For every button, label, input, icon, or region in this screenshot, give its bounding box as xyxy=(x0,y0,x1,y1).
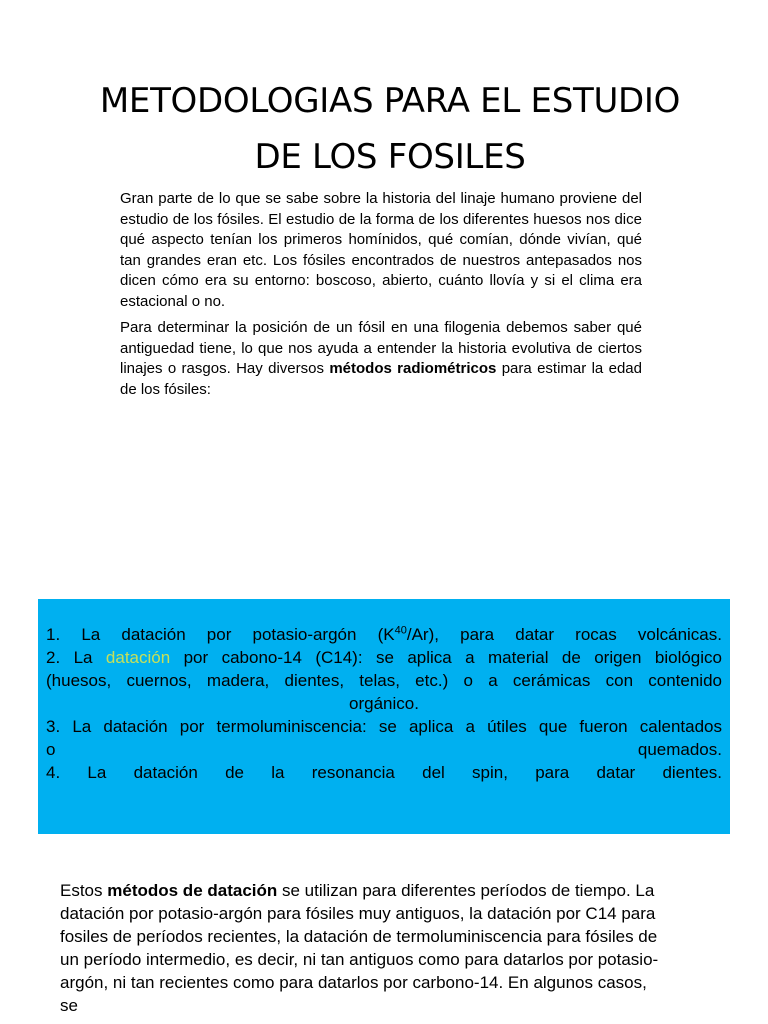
intro-p2-end: para estimar la edad de los fósiles: xyxy=(120,360,642,398)
title-line-2: DE LOS FOSILES xyxy=(254,136,526,177)
page-title xyxy=(40,73,740,185)
method-3-end: quemados. xyxy=(637,740,722,759)
method-3: 3. La datación por termoluminiscencia: se aplica a útiles que fueron calentados xyxy=(46,717,722,736)
intro-p2-bold: métodos radiométricos xyxy=(329,360,497,377)
conclusion-text xyxy=(60,879,660,1017)
method-1-text-end: /Ar), para datar rocas volcánicas. xyxy=(406,625,722,644)
intro-paragraph-1: Gran parte de lo que se sabe sobre la historia del linaje humano proviene del estudio de los fósiles. El estudio de la forma de los diferentes huesos nos dice qué aspecto tenían los primeros homínidos, qué comían, dónde vivían, qué tan grandes eran etc. Los fósiles encontrados de nuestros antepasados nos dicen cómo era su entorno: boscoso, abierto, cuánto llovía y si el clima era estacional o no. xyxy=(120,190,642,310)
intro-text xyxy=(120,189,642,406)
method-1-superscript: 40 xyxy=(394,624,407,637)
method-2-text-end: por cabono-14 (C14): se aplica a material de origen biológico xyxy=(170,648,722,667)
intro-paragraph-2 xyxy=(120,318,642,400)
conclusion-start: Estos xyxy=(60,881,108,900)
conclusion-body: se utilizan para diferentes períodos de tiempo. La datación por potasio-argón para fósiles muy antiguos, la datación por C14 para fosiles de períodos recientes, la datación de termoluminiscencia para fósiles de un período intermedio, es decir, ni tan antiguos como para datarlos por potasio-argón, ni tan recientes como para datarlos por carbono-14. En algunos casos, se xyxy=(60,881,659,1015)
title-line-1: METODOLOGIAS PARA EL ESTUDIO xyxy=(99,80,681,121)
method-2-continued: (huesos, cuernos, madera, dientes, telas, etc.) o a cerámicas con contenido xyxy=(46,671,722,690)
method-2-continued-end: orgánico. xyxy=(349,694,419,713)
method-3-o: o xyxy=(46,740,56,759)
conclusion-bold: métodos de datación xyxy=(107,881,278,900)
method-2-highlight: datación xyxy=(105,648,171,667)
method-1 xyxy=(46,623,722,646)
method-4: 4. La datación de la resonancia del spin, para datar dientes. xyxy=(46,763,722,782)
method-1-text: 1. La datación por potasio-argón (K xyxy=(46,625,395,644)
intro-p2-text: Para determinar la posición de un fósil en una filogenia debemos saber qué antiguedad tiene, lo que nos ayuda a entender la historia evolutiva de ciertos linajes o rasgos. Hay diversos xyxy=(120,319,642,377)
method-2-text: 2. La xyxy=(46,648,106,667)
method-3-continued xyxy=(46,738,722,761)
methods-box xyxy=(38,599,730,834)
method-2 xyxy=(46,646,722,669)
